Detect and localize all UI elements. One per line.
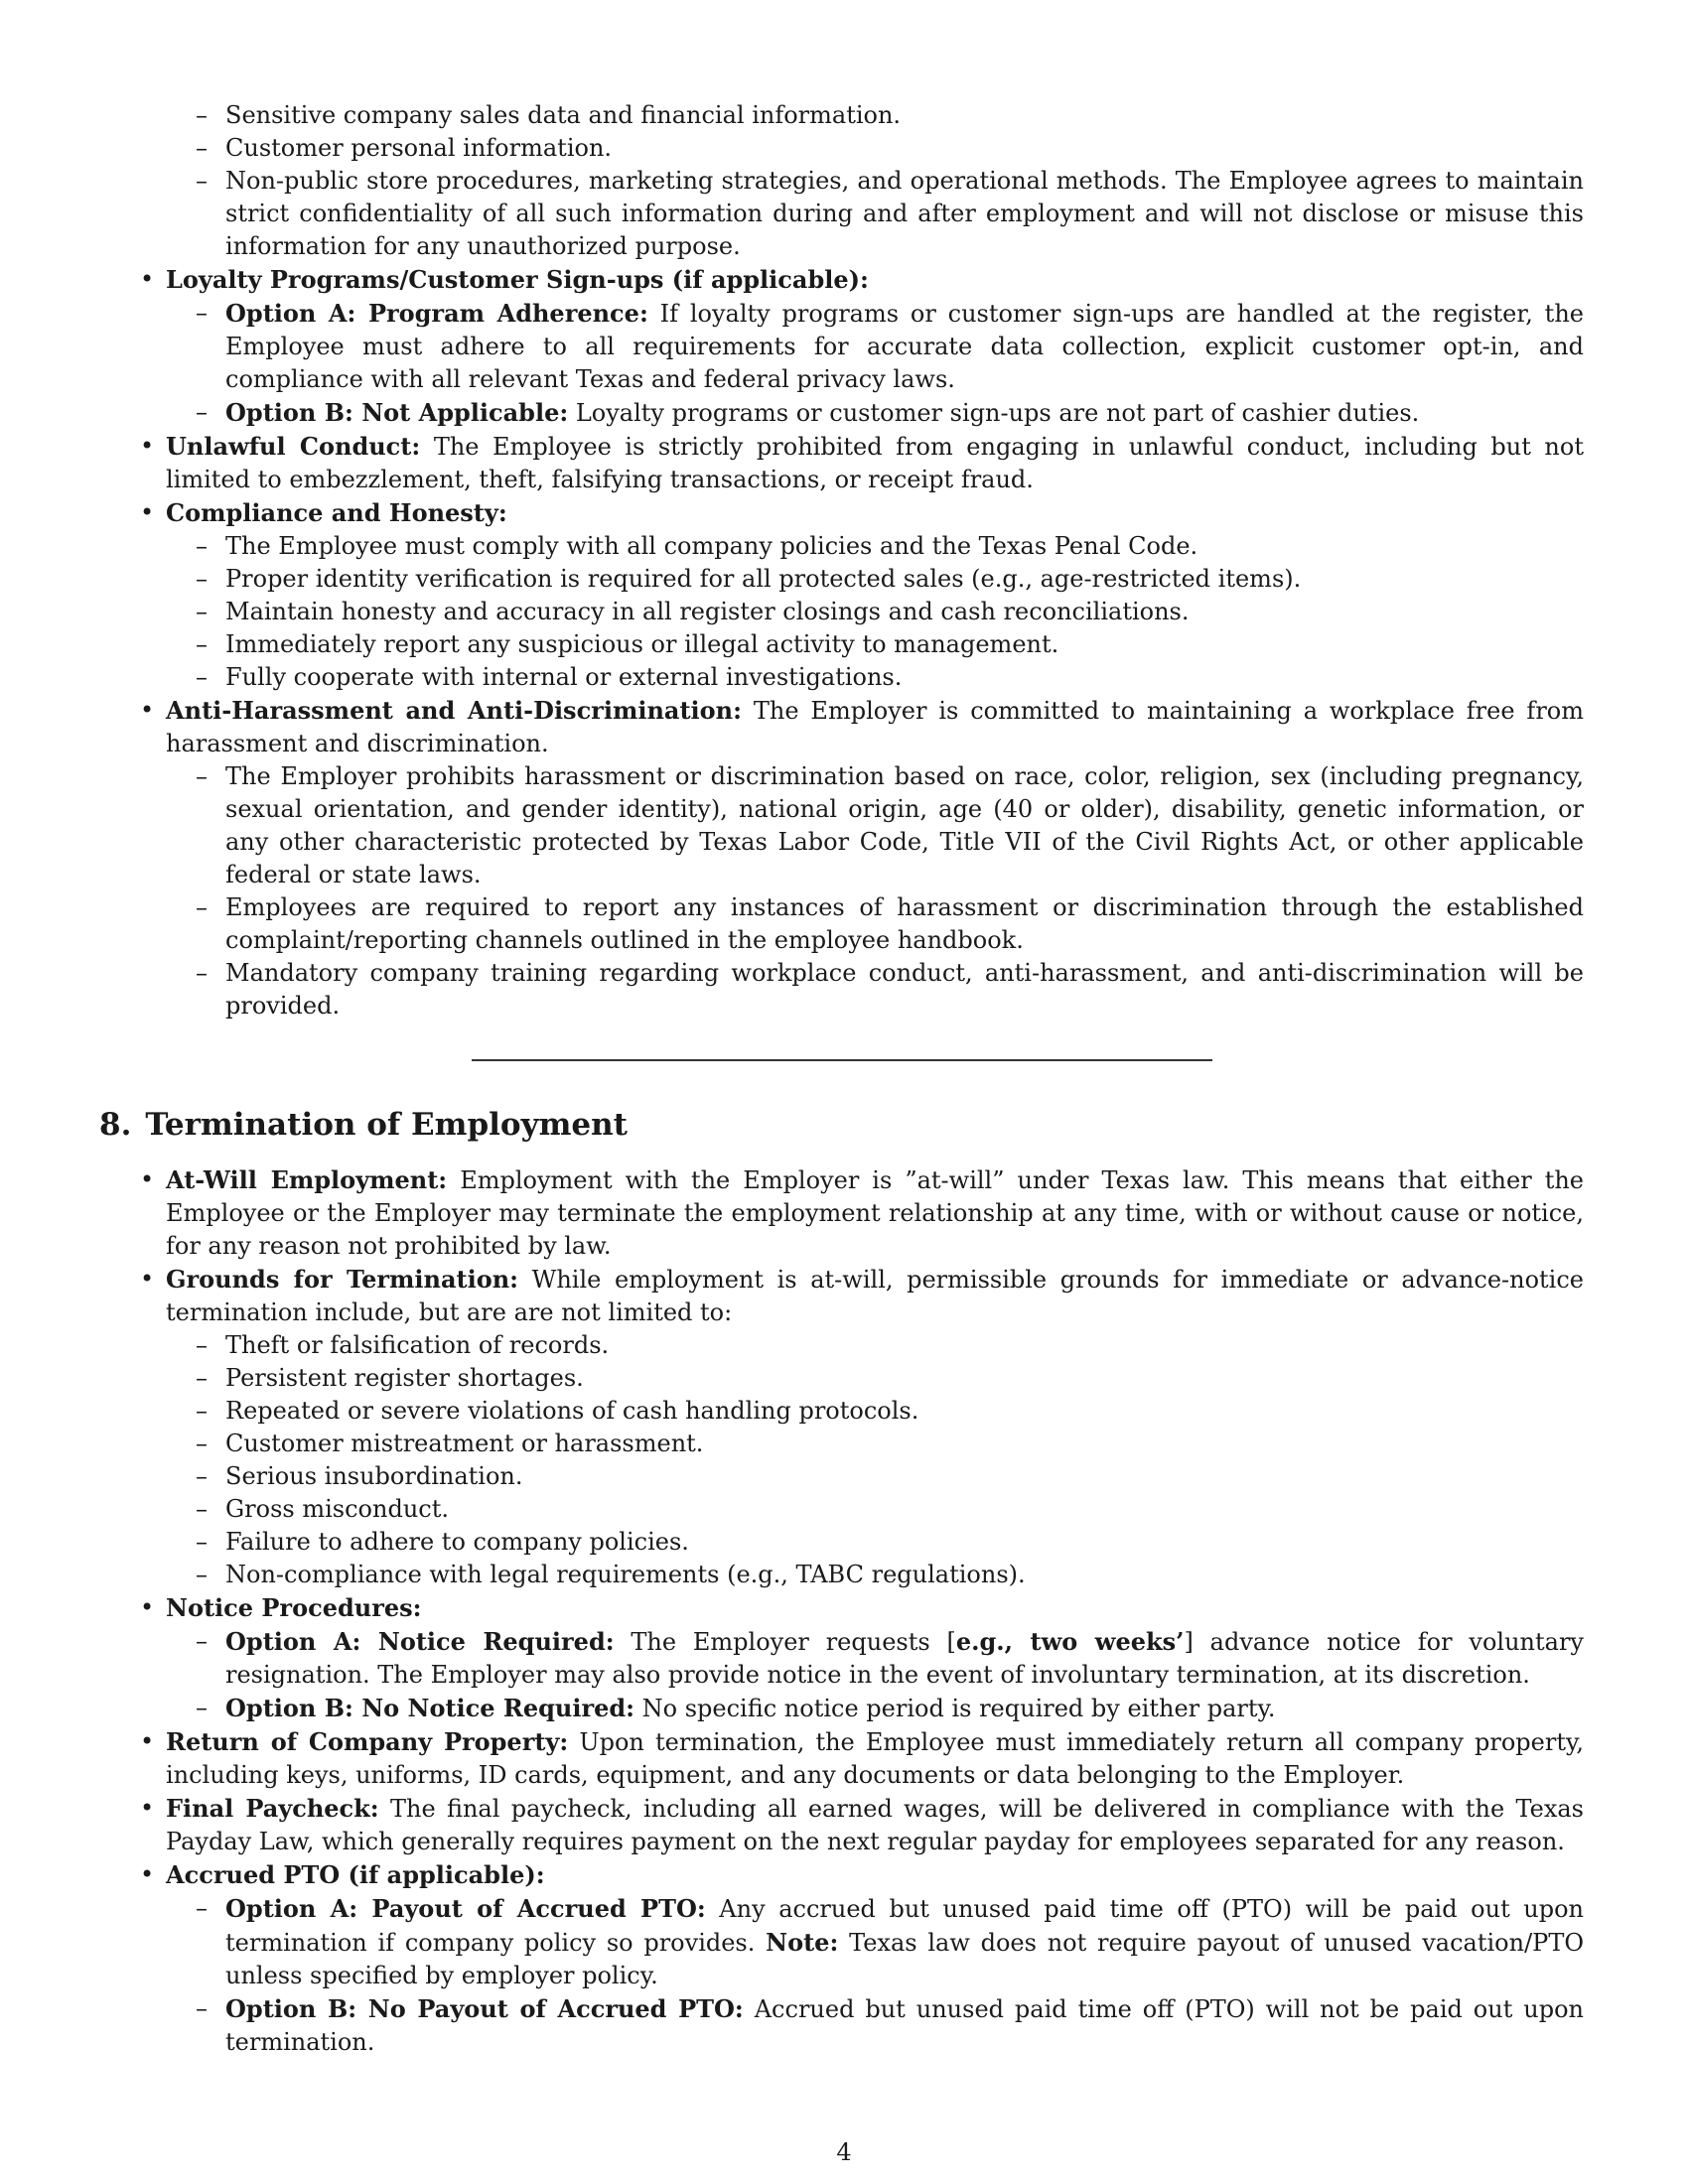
list-item: – Immediately report any suspicious or illegal activity to management.	[225, 628, 1584, 661]
list-item: – Maintain honesty and accuracy in all register closings and cash reconciliations.	[225, 596, 1584, 628]
bullet-return-property: • Return of Company Property: Upon termination, the Employee must immediately return all company property, including keys, uniforms, ID cards, equipment, and any documents or data belonging to the Employer.	[166, 1725, 1584, 1792]
list-item: – Serious insubordination.	[225, 1460, 1584, 1493]
bullet-heading: Compliance and Honesty:	[166, 498, 507, 527]
bullet-heading: Anti-Harassment and Anti-Discrimination:	[166, 696, 742, 725]
bullet-accrued-pto	[166, 1858, 1584, 2059]
list-item: – Non-compliance with legal requirements (e.g., TABC regulations).	[225, 1559, 1584, 1591]
list-item: – Option A: Program Adherence: If loyalty programs or customer sign-ups are handled at the register, the Employee must adhere to all requirements for accurate data collection, explicit customer opt-in, and compliance with all relevant Texas and federal privacy laws.	[225, 297, 1584, 396]
page-number: 4	[836, 2138, 852, 2166]
section-heading: 8. Termination of Employment	[99, 1107, 629, 1143]
list-item: – Proper identity verification is required for all protected sales (e.g., age-restricted items).	[225, 563, 1584, 596]
list-item: – Customer personal information.	[225, 132, 1584, 165]
list-item: – Non-public store procedures, marketing strategies, and operational methods. The Employee agrees to maintain strict confidentiality of all such information during and after employment and will not disclose or misuse this information for any unauthorized purpose.	[225, 165, 1584, 263]
bullet-unlawful-conduct: • Unlawful Conduct: The Employee is strictly prohibited from engaging in unlawful conduct, including but not limited to embezzlement, theft, falsifying transactions, or receipt fraud.	[166, 430, 1584, 496]
bullet-heading: Loyalty Programs/Customer Sign-ups (if applicable):	[166, 265, 869, 294]
list-item: – Sensitive company sales data and financial information.	[225, 99, 1584, 132]
list-item: – Option B: No Payout of Accrued PTO: Accrued but unused paid time off (PTO) will not be paid out upon termination.	[225, 1992, 1584, 2059]
bullet-anti-harassment: • Anti-Harassment and Anti-Discrimination: The Employer is committed to maintaining a workplace free from harassment and discrimination. – The Employer prohibits harassment or discrimination based on race, color, religion, sex (including pregnancy, sexual orientation, and gender identity), national origin, age (40 or older), disability, genetic information, or any other characteristic protected by Texas Labor Code, Title VII of the Civil Rights Act, or other applicable federal or state laws. – Employees are required to report any instances of harassment or discrimination through the established complaint/reporting channels outlined in the employee handbook. – Mandatory company training regarding workplace conduct, anti-harassment, and anti-discrimination will be provided.	[166, 694, 1584, 1023]
section8-body	[166, 1163, 1584, 2059]
termination-bullets	[166, 1163, 1584, 2059]
bullet-heading: Unlawful Conduct:	[166, 432, 421, 461]
list-item: – Repeated or severe violations of cash handling protocols.	[225, 1395, 1584, 1428]
bullet-grounds: • Grounds for Termination: While employment is at-will, permissible grounds for immediate or advance-notice termination include, but are are not limited to: – Theft or falsification of records. – Persistent register shortages. – Repeated or severe violations of cash handling protocols. – Customer mistreatment or harassment. – Serious insubordination. – Gross misconduct. – Failure to adhere to company policies. – Non-compliance with legal requirements (e.g., TABC regulations).	[166, 1263, 1584, 1591]
list-item: – Employees are required to report any instances of harassment or discrimination through the established complaint/reporting channels outlined in the employee handbook.	[225, 891, 1584, 957]
section7-continuation	[166, 99, 1584, 1023]
list-item: – Customer mistreatment or harassment.	[225, 1428, 1584, 1460]
list-item: – Persistent register shortages.	[225, 1362, 1584, 1395]
continuation-list	[166, 99, 1584, 263]
bullet-at-will: • At-Will Employment: Employment with the Employer is ”at-will” under Texas law. This means that either the Employee or the Employer may terminate the employment relationship at any time, with or without cause or notice, for any reason not prohibited by law.	[166, 1163, 1584, 1263]
policy-bullets	[166, 263, 1584, 1023]
bullet-heading: Grounds for Termination:	[166, 1265, 519, 1294]
list-item: – Option B: Not Applicable: Loyalty programs or customer sign-ups are not part of cashier duties.	[225, 396, 1584, 430]
bullet-final-paycheck: • Final Paycheck: The final paycheck, including all earned wages, will be delivered in compliance with the Texas Payday Law, which generally requires payment on the next regular payday for employees separated for any reason.	[166, 1792, 1584, 1858]
list-item: – Fully cooperate with internal or external investigations.	[225, 661, 1584, 694]
bullet-heading: Return of Company Property:	[166, 1727, 569, 1756]
list-item: – Failure to adhere to company policies.	[225, 1526, 1584, 1559]
bullet-notice-procedures	[166, 1591, 1584, 1725]
bullet-heading: Final Paycheck:	[166, 1794, 379, 1823]
bullet-loyalty-programs	[166, 263, 1584, 430]
list-item: – Mandatory company training regarding workplace conduct, anti-harassment, and anti-discrimination will be provided.	[225, 957, 1584, 1023]
list-item: – Option A: Payout of Accrued PTO: Any accrued but unused paid time off (PTO) will be paid out upon termination if company policy so provides. Note: Texas law does not require payout of unused vacation/PTO unless specified by employer policy.	[225, 1892, 1584, 1992]
list-item: – Gross misconduct.	[225, 1493, 1584, 1526]
list-item: – The Employee must comply with all company policies and the Texas Penal Code.	[225, 530, 1584, 563]
bullet-compliance-honesty	[166, 496, 1584, 694]
bullet-heading: At-Will Employment:	[166, 1165, 448, 1194]
list-item: – The Employer prohibits harassment or discrimination based on race, color, religion, sex (including pregnancy, sexual orientation, and gender identity), national origin, age (40 or older), disability, genetic information, or any other characteristic protected by Texas Labor Code, Title VII of the Civil Rights Act, or other applicable federal or state laws.	[225, 760, 1584, 891]
list-item: – Theft or falsification of records.	[225, 1329, 1584, 1362]
section-divider	[472, 1059, 1212, 1061]
list-item: – Option A: Notice Required: The Employer requests [e.g., two weeks’] advance notice for voluntary resignation. The Employer may also provide notice in the event of involuntary termination, at its discretion.	[225, 1625, 1584, 1692]
bullet-heading: Accrued PTO (if applicable):	[166, 1860, 545, 1889]
list-item: – Option B: No Notice Required: No specific notice period is required by either party.	[225, 1692, 1584, 1725]
bullet-heading: Notice Procedures:	[166, 1593, 422, 1622]
